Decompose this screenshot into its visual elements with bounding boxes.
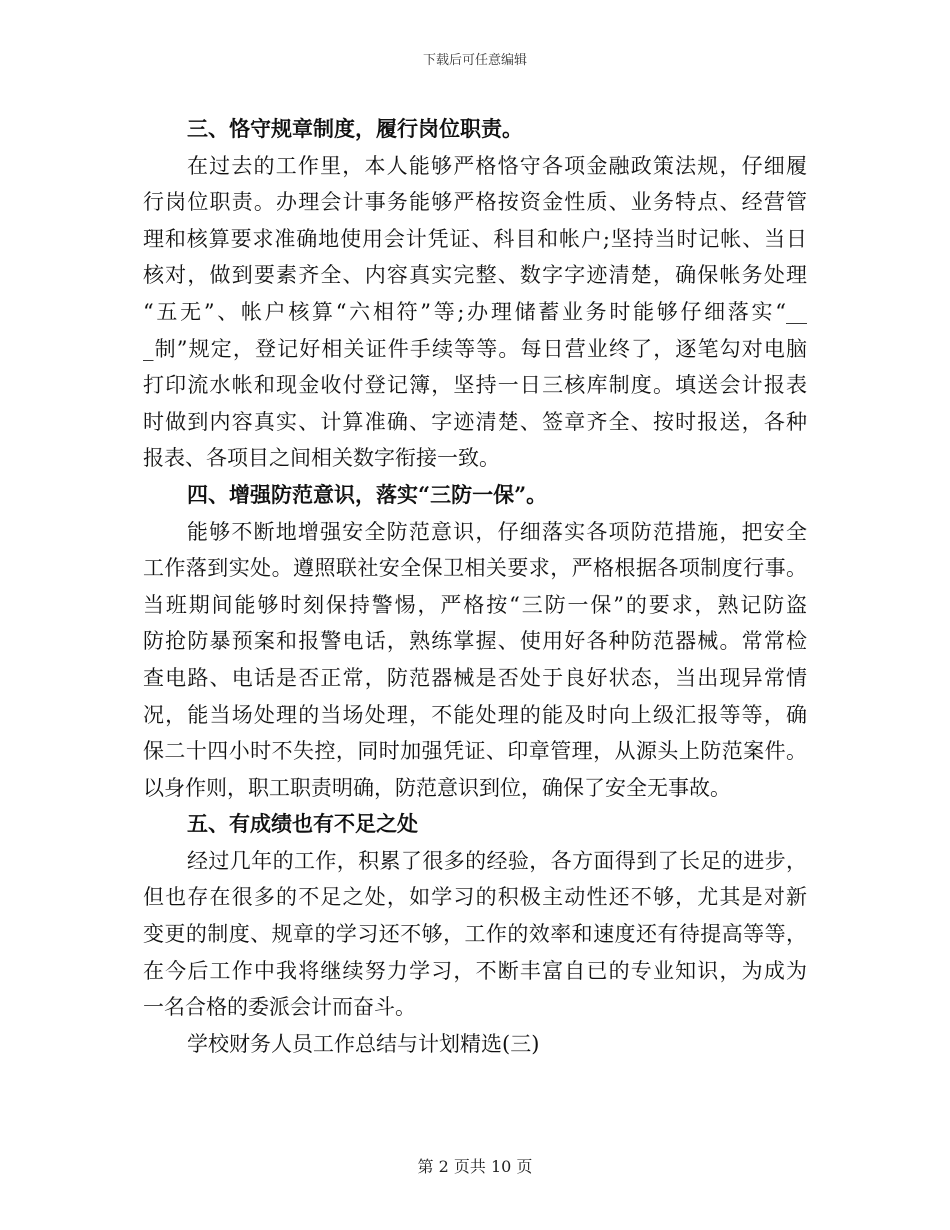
paragraph-line: 况，能当场处理的当场处理，不能处理的能及时向上级汇报等等，确	[143, 702, 807, 727]
paragraph-line: 能够不断地增强安全防范意识，仔细落实各项防范措施，把安全	[187, 519, 807, 544]
paragraph-line: 经过几年的工作，积累了很多的经验，各方面得到了长足的进步，	[187, 848, 807, 873]
section-paragraph	[143, 514, 807, 807]
section-5	[143, 806, 807, 1026]
paragraph-line: 但也存在很多的不足之处，如学习的积极主动性还不够，尤其是对新	[143, 885, 807, 910]
paragraph-line: 查电路、电话是否正常，防范器械是否处于良好状态，当出现异常情	[143, 665, 807, 690]
paragraph-line: 报表、各项目之间相关数字衔接一致。	[143, 446, 500, 471]
section-heading: 五、有成绩也有不足之处	[187, 811, 418, 837]
page-header: 下载后可任意编辑	[422, 53, 527, 68]
paragraph-line: 保二十四小时不失控，同时加强凭证、印章管理，从源头上防范案件。	[143, 739, 807, 764]
section-heading: 四、增强防范意识，落实“三防一保”。	[187, 481, 548, 507]
paragraph-line: 当班期间能够时刻保持警惕，严格按“三防一保”的要求，熟记防盗	[143, 592, 807, 617]
paragraph-line: 一名合格的委派会计而奋斗。	[143, 995, 416, 1020]
paragraph-line: 核对，做到要素齐全、内容真实完整、数字字迹清楚，确保帐务处理	[143, 263, 807, 288]
paragraph-line: 以身作则，职工职责明确，防范意识到位，确保了安全无事故。	[143, 775, 731, 800]
section-paragraph	[143, 148, 807, 477]
paragraph-line: 变更的制度、规章的学习还不够，工作的效率和速度还有待提高等等，	[143, 922, 807, 947]
document-body	[143, 111, 807, 1062]
paragraph-line: 打印流水帐和现金收付登记簿，坚持一日三核库制度。填送会计报表	[143, 373, 807, 398]
paragraph-line: “五无”、帐户核算“六相符”等;办理储蓄业务时能够仔细落实“__	[143, 299, 807, 324]
next-document-title: 学校财务人员工作总结与计划精选(三)	[187, 1031, 540, 1056]
section-heading: 三、恪守规章制度，履行岗位职责。	[187, 116, 523, 141]
section-4	[143, 477, 807, 806]
section-paragraph	[143, 843, 807, 1026]
paragraph-line: 防抢防暴预案和报警电话，熟练掌握、使用好各种防范器械。常常检	[143, 629, 807, 654]
paragraph-line: 在过去的工作里，本人能够严格恪守各项金融政策法规，仔细履	[187, 153, 807, 178]
paragraph-line: 理和核算要求准确地使用会计凭证、科目和帐户;坚持当时记帐、当日	[143, 226, 807, 251]
paragraph-line: 时做到内容真实、计算准确、字迹清楚、签章齐全、按时报送，各种	[143, 409, 807, 434]
paragraph-line: 在今后工作中我将继续努力学习，不断丰富自已的专业知识，为成为	[143, 958, 807, 983]
paragraph-line: 行岗位职责。办理会计事务能够严格按资金性质、业务特点、经营管	[143, 190, 807, 215]
paragraph-line: 工作落到实处。遵照联社安全保卫相关要求，严格根据各项制度行事。	[143, 556, 807, 581]
paragraph-line: _制”规定，登记好相关证件手续等等。每日营业终了，逐笔勾对电脑	[143, 336, 807, 361]
page-number-footer: 第 2 页共 10 页	[417, 1157, 533, 1176]
section-3	[143, 111, 807, 477]
